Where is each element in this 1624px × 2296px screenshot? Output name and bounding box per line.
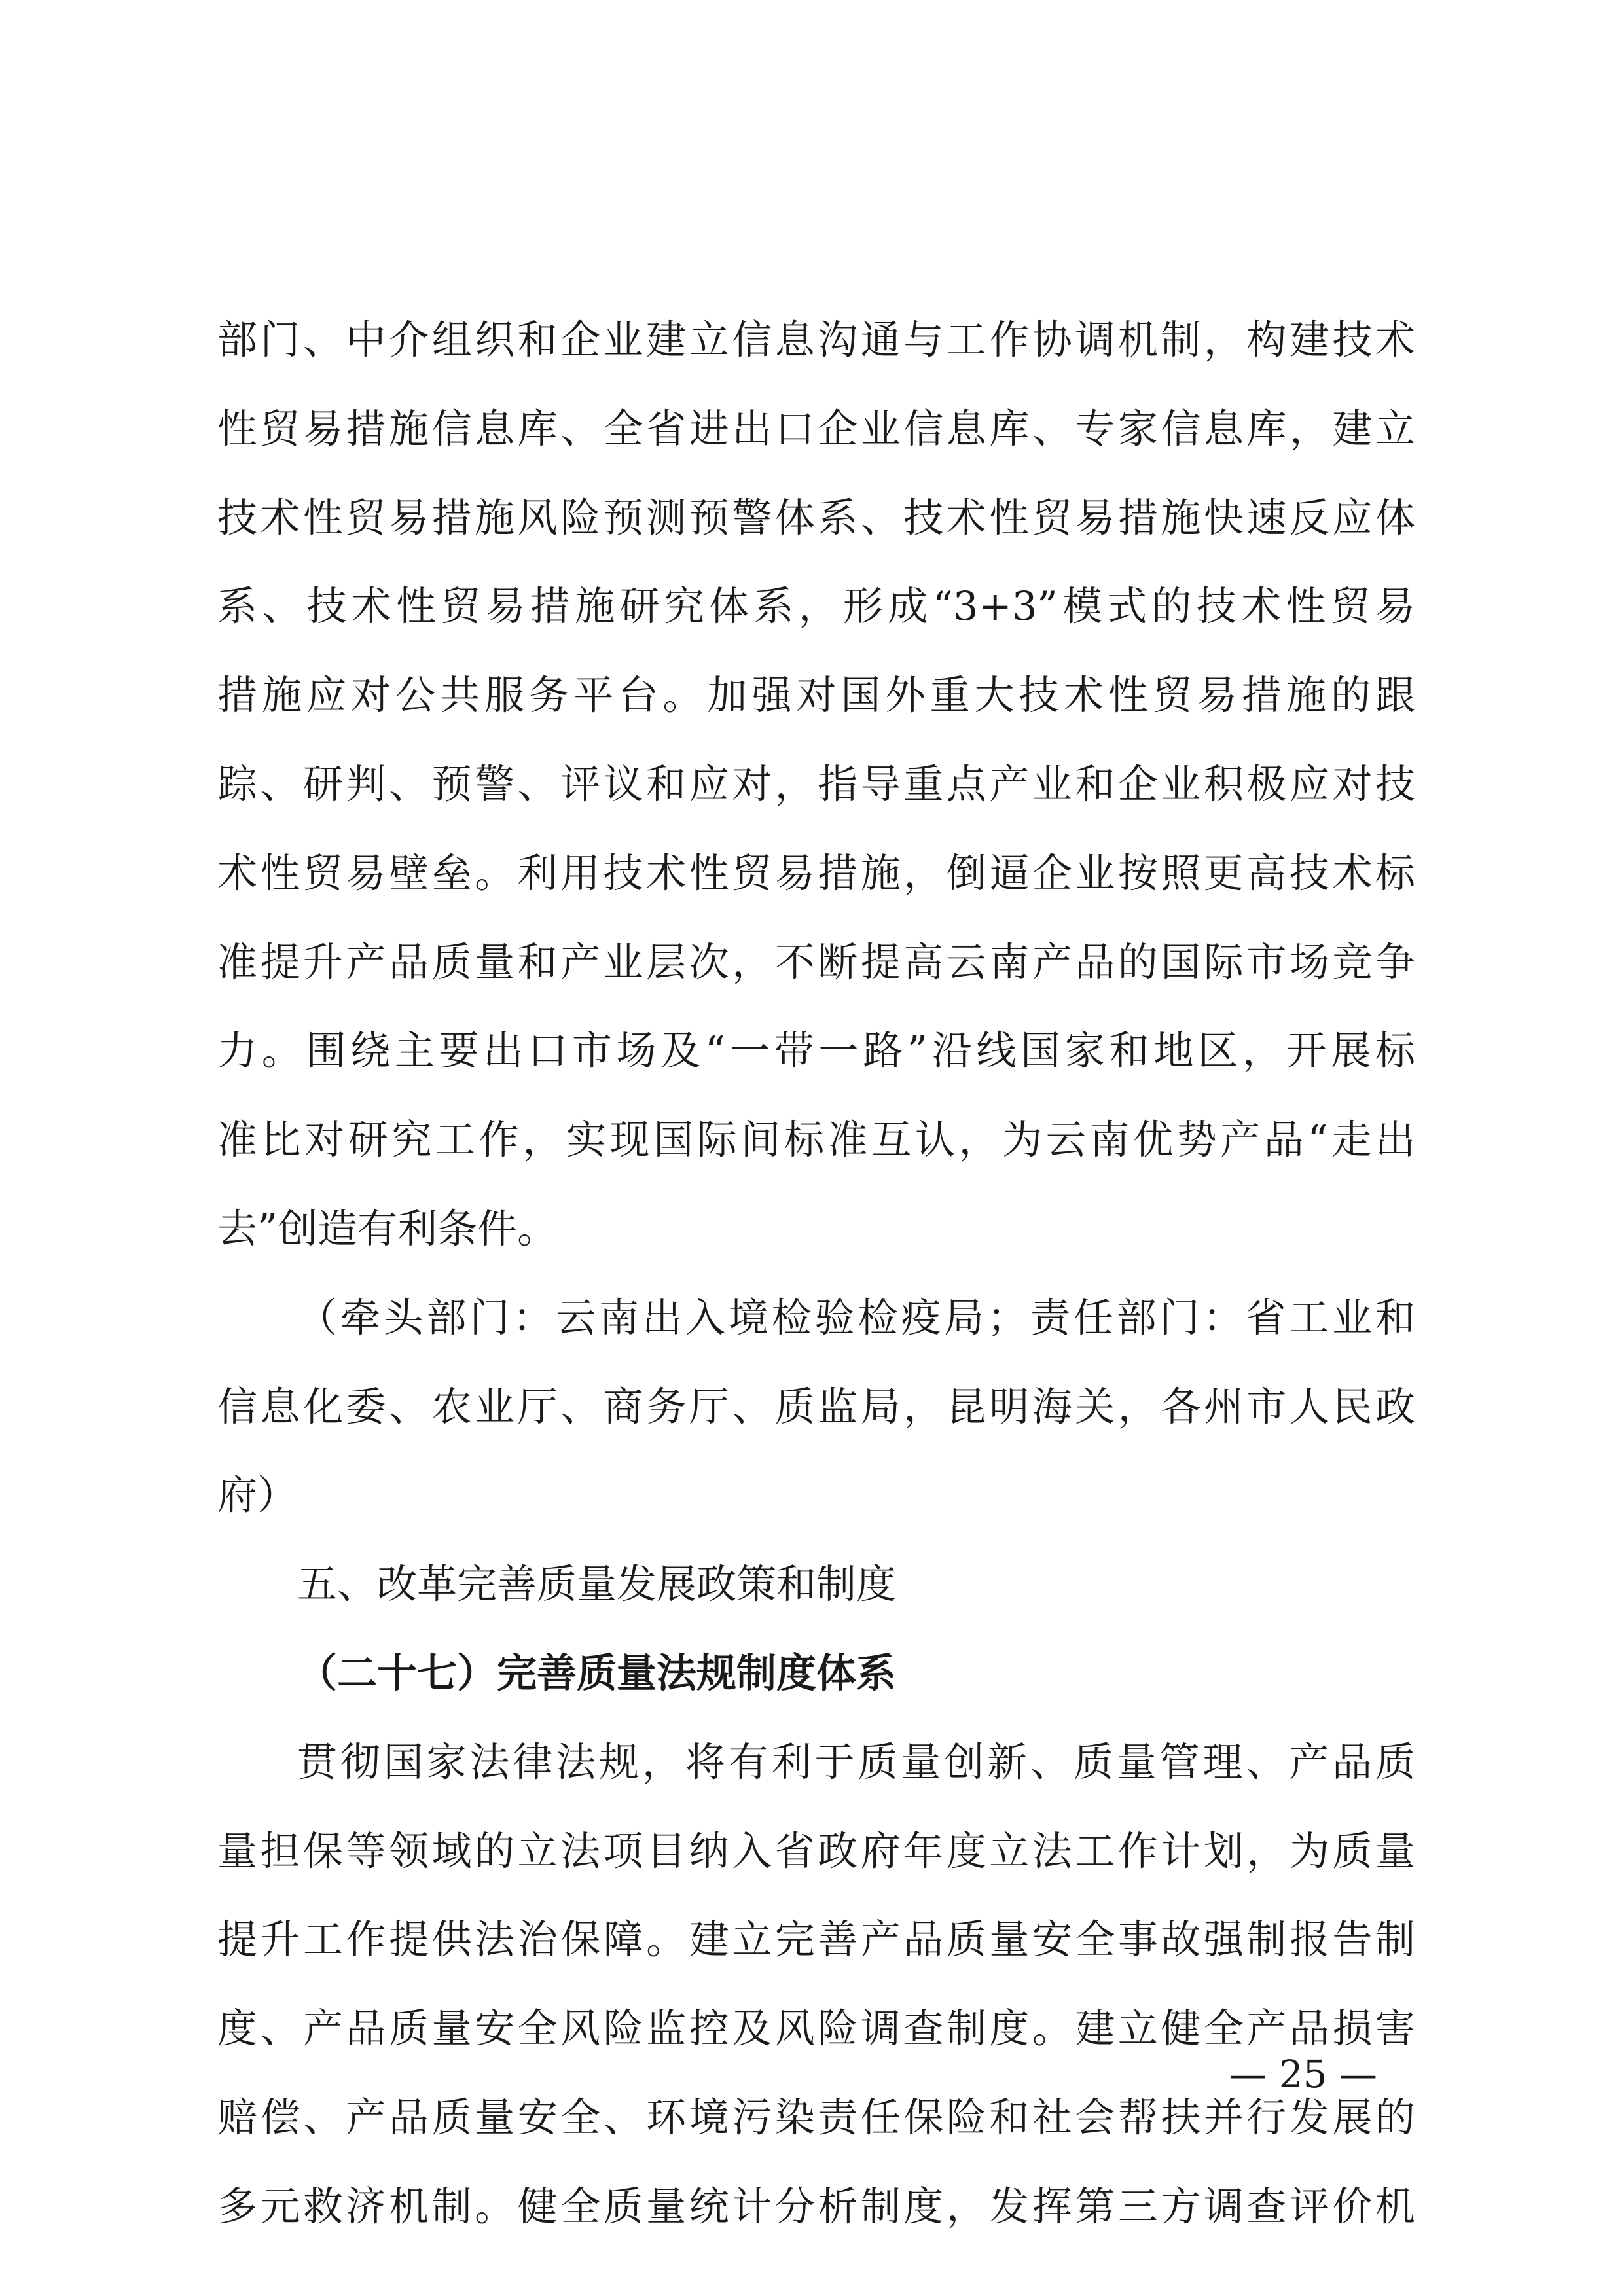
body-line: 术性贸易壁垒。利用技术性贸易措施，倒逼企业按照更高技术标 [217,850,1415,897]
subsection-heading: （二十七）完善质量法规制度体系 [297,1649,897,1696]
responsibility-line: （牵头部门：云南出入境检验检疫局；责任部门：省工业和 [297,1294,1415,1341]
body-line: 技术性贸易措施风险预测预警体系、技术性贸易措施快速反应体 [217,494,1415,541]
body-line: 去”创造有利条件。 [217,1205,558,1252]
body-line: 度、产品质量安全风险监控及风险调查制度。建立健全产品损害 [217,2005,1415,2053]
body-line: 性贸易措施信息库、全省进出口企业信息库、专家信息库，建立 [217,405,1415,452]
body-line: 系、技术性贸易措施研究体系，形成“3+3”模式的技术性贸易 [217,583,1415,630]
body-line: 踪、研判、预警、评议和应对，指导重点产业和企业积极应对技 [217,761,1415,808]
responsibility-line: 信息化委、农业厅、商务厅、质监局，昆明海关，各州市人民政 [217,1383,1415,1430]
body-line: 准提升产品质量和产业层次，不断提高云南产品的国际市场竞争 [217,939,1415,986]
body-line: 多元救济机制。健全质量统计分析制度，发挥第三方调查评价机 [217,2183,1415,2230]
responsibility-line: 府） [217,1472,298,1519]
body-line: 量担保等领域的立法项目纳入省政府年度立法工作计划，为质量 [217,1827,1415,1874]
body-line: 赔偿、产品质量安全、环境污染责任保险和社会帮扶并行发展的 [217,2094,1415,2141]
body-line: 措施应对公共服务平台。加强对国外重大技术性贸易措施的跟 [217,672,1415,719]
page-number: — 25 — [1229,2052,1377,2096]
section-heading: 五、改革完善质量发展政策和制度 [297,1561,897,1608]
body-line: 提升工作提供法治保障。建立完善产品质量安全事故强制报告制 [217,1916,1415,1964]
body-line: 准比对研究工作，实现国际间标准互认，为云南优势产品“走出 [217,1117,1415,1164]
body-line: 力。围绕主要出口市场及“一带一路”沿线国家和地区，开展标 [217,1028,1415,1075]
body-line: 部门、中介组织和企业建立信息沟通与工作协调机制，构建技术 [217,317,1415,363]
body-line: 贯彻国家法律法规，将有利于质量创新、质量管理、产品质 [297,1738,1415,1785]
body-text [217,296,1415,2251]
